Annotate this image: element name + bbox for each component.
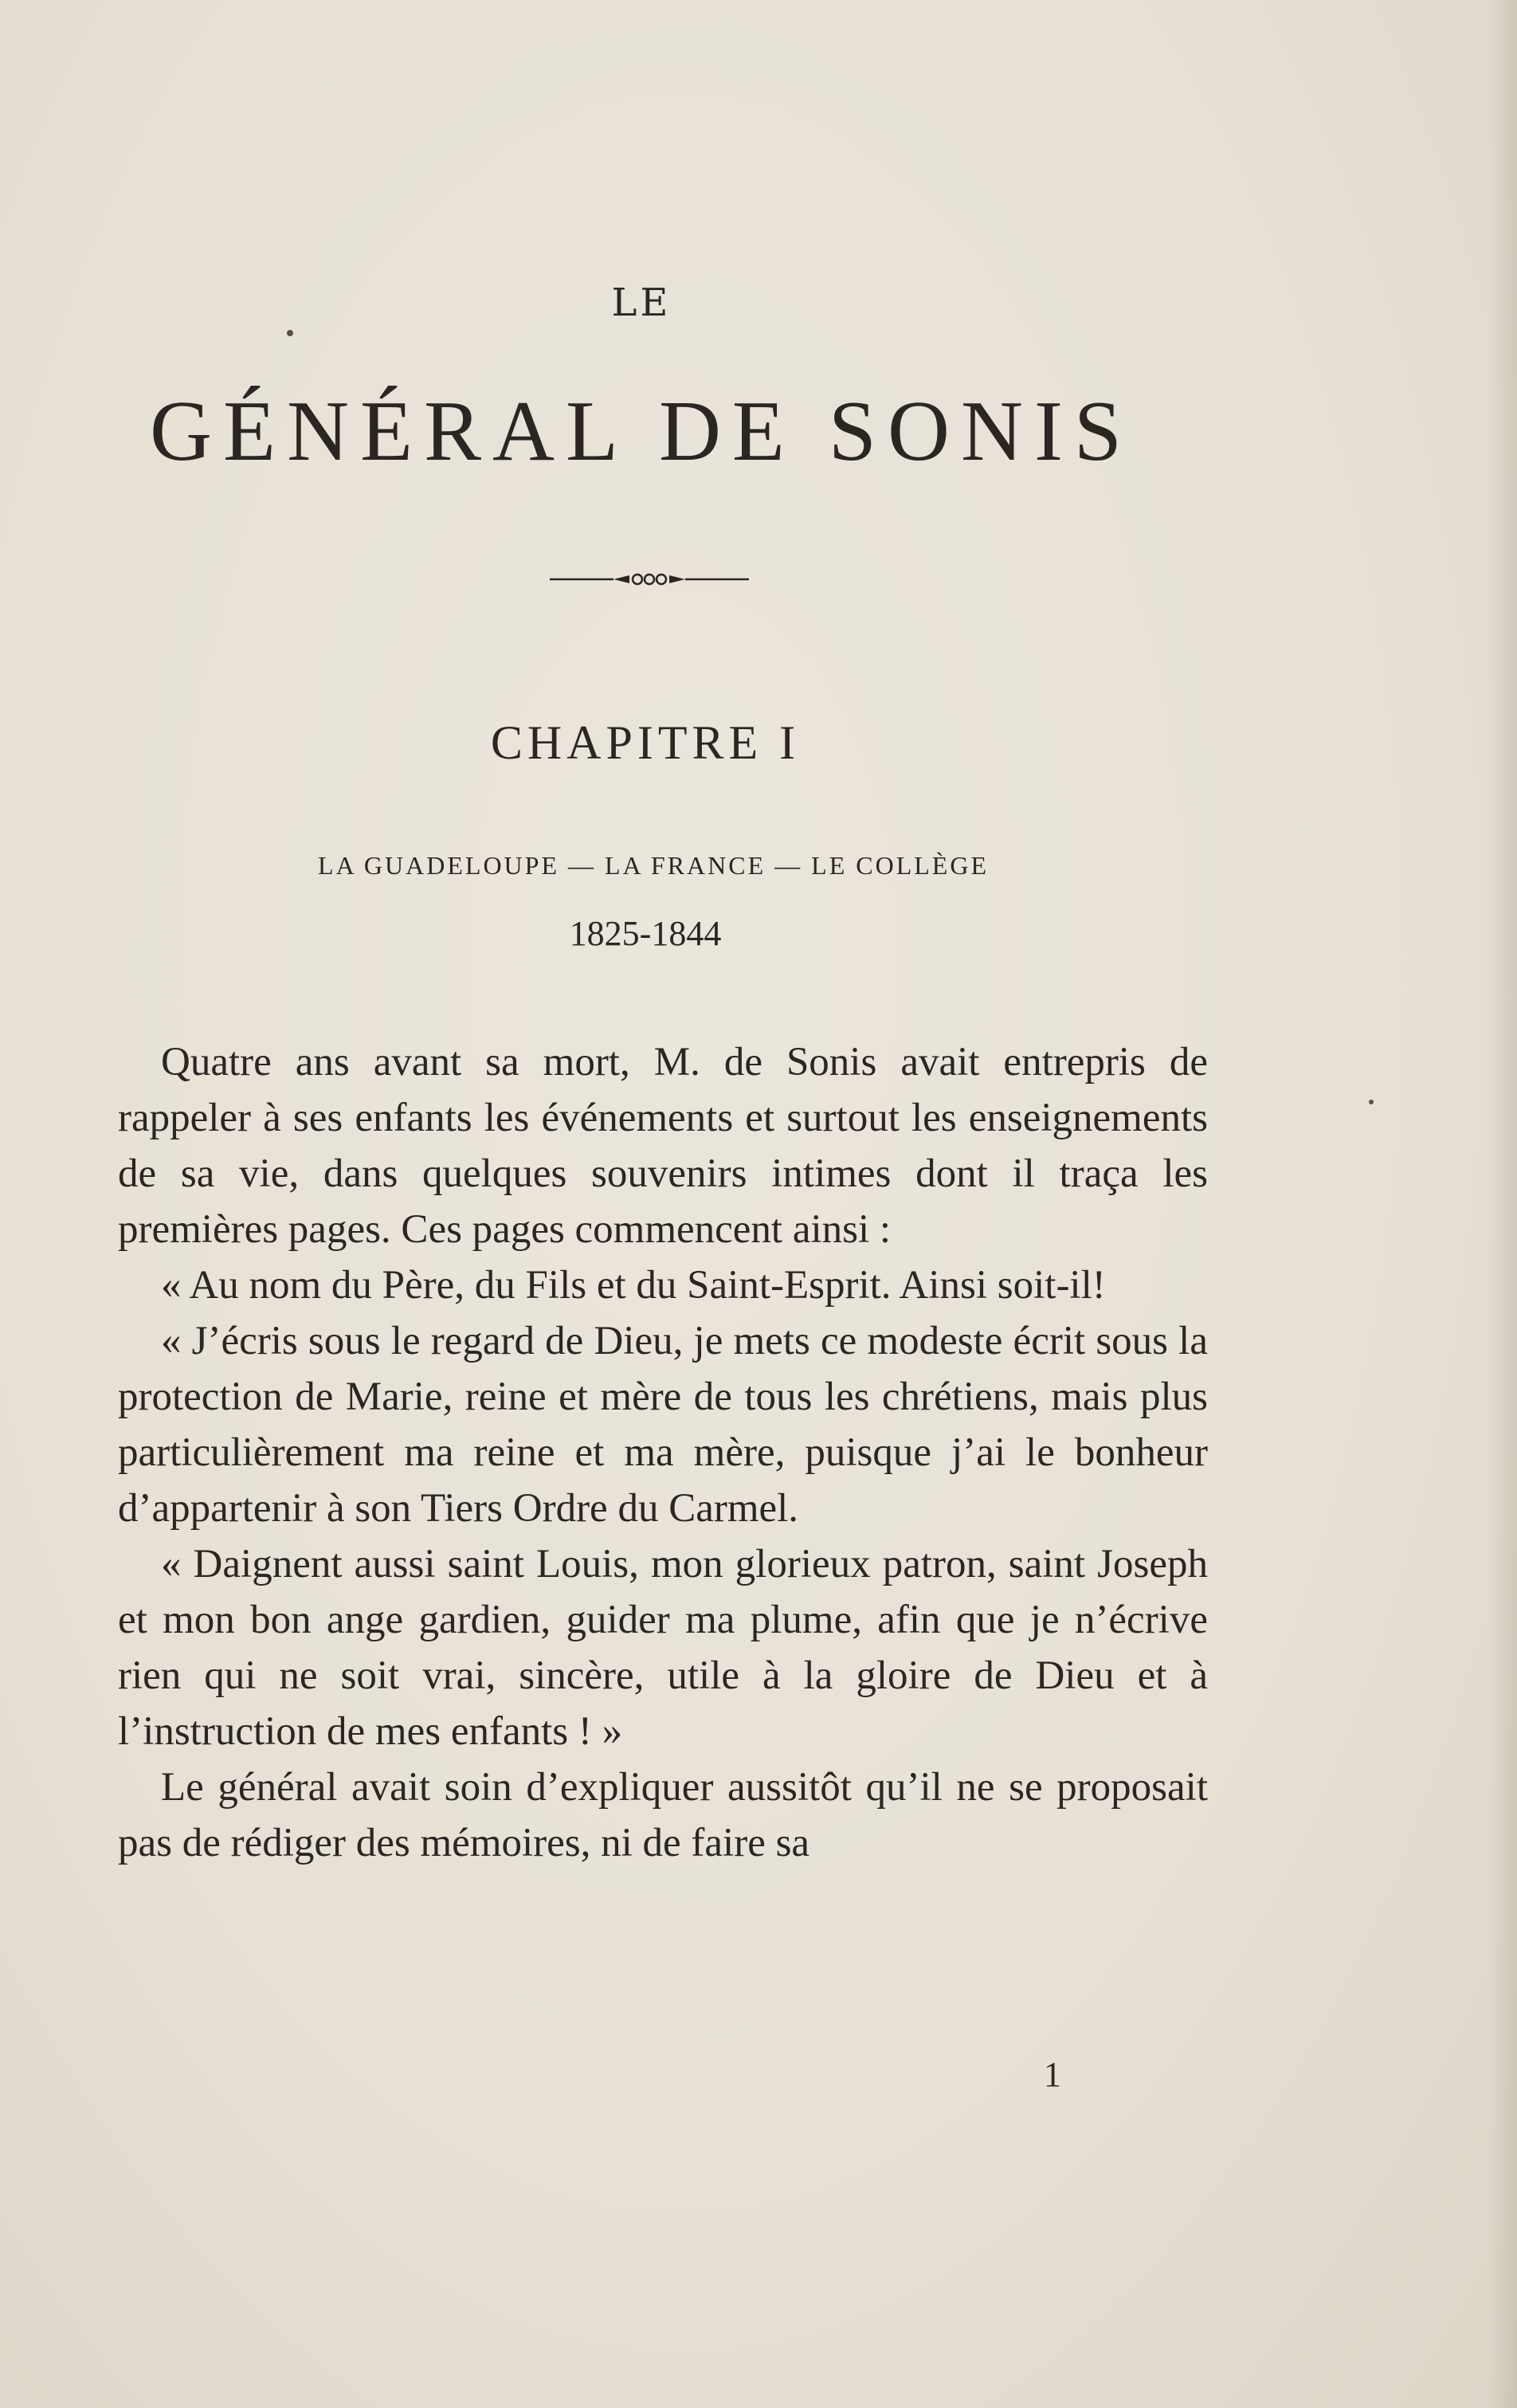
- paragraph: Quatre ans avant sa mort, M. de Sonis avait entrepris de rappeler à ses enfants les événements et surtout les enseignements de sa vie, dans quelques souvenirs intimes dont il traça les premières pages. Ces pages commencent ainsi :: [118, 1040, 1208, 1252]
- body-text: [118, 1034, 1208, 1871]
- ornament-divider: [550, 569, 749, 590]
- ink-speck: [287, 330, 293, 336]
- paragraph: « Daignent aussi saint Louis, mon glorieux patron, saint Joseph et mon bon ange gardien, guider ma plume, afin que je n’écrive rien qui ne soit vrai, sincère, utile à la gloire de Dieu et à l’instruction de mes enfants ! »: [118, 1542, 1208, 1754]
- title-prefix: LE: [611, 280, 672, 325]
- page-number: 1: [1044, 2055, 1061, 2094]
- chapter-dates: 1825-1844: [569, 914, 722, 953]
- chapter-subtitle: LA GUADELOUPE — LA FRANCE — LE COLLÈGE: [318, 851, 989, 880]
- paragraph: Le général avait soin d’expliquer aussitôt qu’il ne se proposait pas de rédiger des mémoires, ni de faire sa: [118, 1765, 1208, 1865]
- book-title: GÉNÉRAL DE SONIS: [150, 384, 1133, 479]
- ink-speck: [1369, 1100, 1374, 1104]
- page-edge-shadow: [1487, 0, 1517, 2408]
- paragraph: « Au nom du Père, du Fils et du Saint-Esprit. Ainsi soit-il!: [161, 1263, 1106, 1308]
- chapter-heading: CHAPITRE I: [490, 716, 801, 769]
- paragraph: « J’écris sous le regard de Dieu, je mets ce modeste écrit sous la protection de Marie, reine et mère de tous les chrétiens, mais plus particulièrement ma reine et ma mère, puisque j’ai le bonheur d’appartenir à son Tiers Ordre du Carmel.: [118, 1319, 1208, 1531]
